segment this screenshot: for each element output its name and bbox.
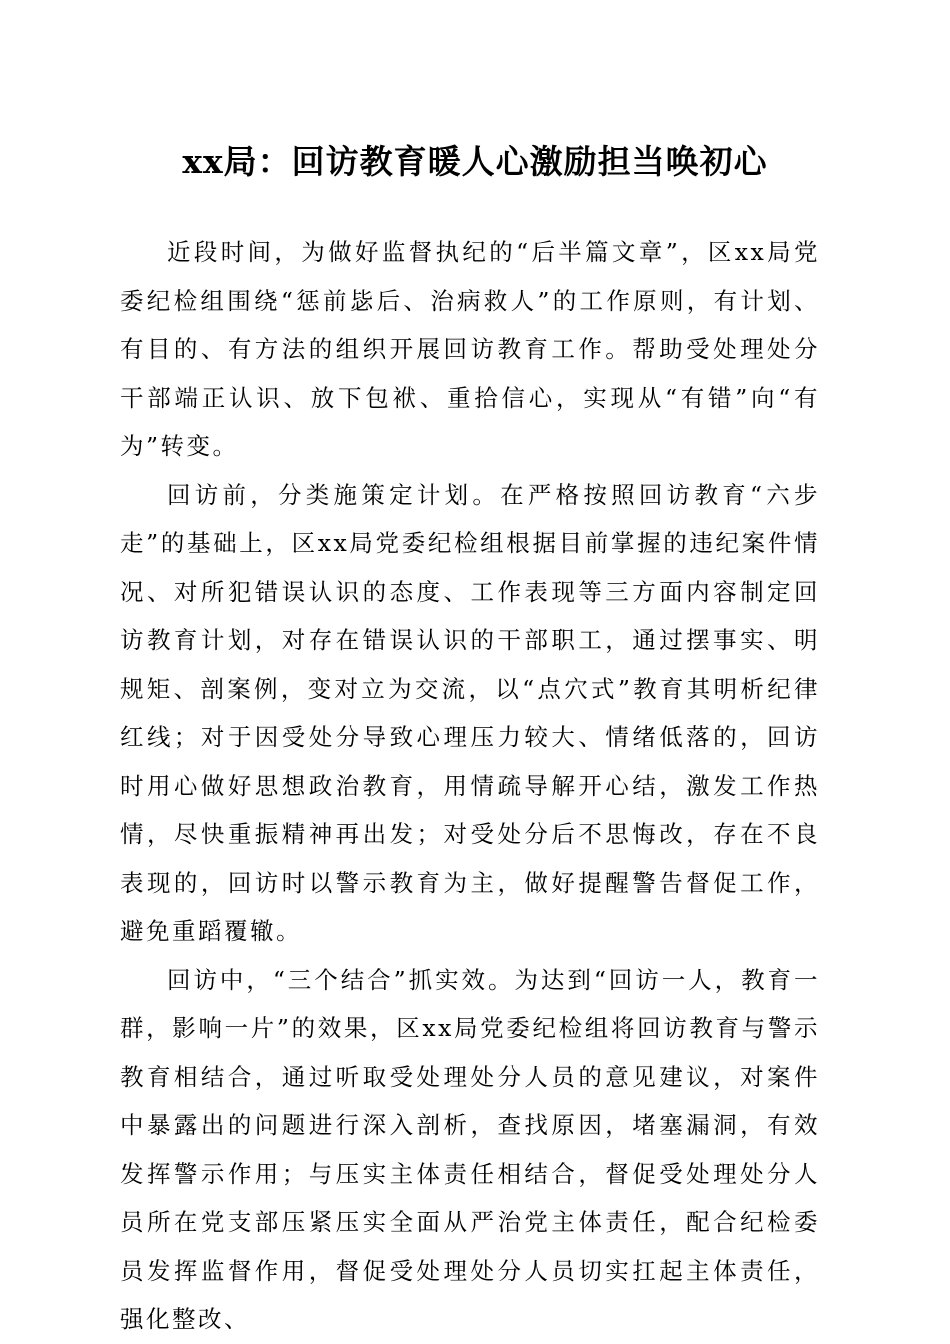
paragraph-during-visit: 回访中，“三个结合”抓实效。为达到“回访一人，教育一群，影响一片”的效果，区xx局党委纪检组将回访教育与警示教育相结合，通过听取受处理处分人员的意见建议，对案件中暴露出的问题进行深入剖析，查找原因，堵塞漏洞，有效发挥警示作用；与压实主体责任相结合，督促受处理处分人员所在党支部压紧压实全面从严治党主体责任，配合纪检委员发挥监督作用，督促受处理处分人员切实扛起主体责任，强化整改、: [120, 965, 820, 1333]
document-body: [120, 228, 820, 1344]
paragraph-before-visit: 回访前，分类施策定计划。在严格按照回访教育“六步走”的基础上，区xx局党委纪检组根据目前掌握的违纪案件情况、对所犯错误认识的态度、工作表现等三方面内容制定回访教育计划，对存在错误认识的干部职工，通过摆事实、明规矩、剖案例，变对立为交流，以“点穴式”教育其明析纪律红线；对于因受处分导致心理压力较大、情绪低落的，回访时用心做好思想政治教育，用情疏导解开心结，激发工作热情，尽快重振精神再出发；对受处分后不思悔改，存在不良表现的，回访时以警示教育为主，做好提醒警告督促工作，避免重蹈覆辙。: [120, 480, 820, 945]
paragraph-intro: 近段时间，为做好监督执纪的“后半篇文章”，区xx局党委纪检组围绕“惩前毖后、治病救人”的工作原则，有计划、有目的、有方法的组织开展回访教育工作。帮助受处理处分干部端正认识、放下包袱、重拾信心，实现从“有错”向“有为”转变。: [120, 238, 820, 460]
document-title: xx局：回访教育暖人心激励担当唤初心: [182, 142, 768, 181]
